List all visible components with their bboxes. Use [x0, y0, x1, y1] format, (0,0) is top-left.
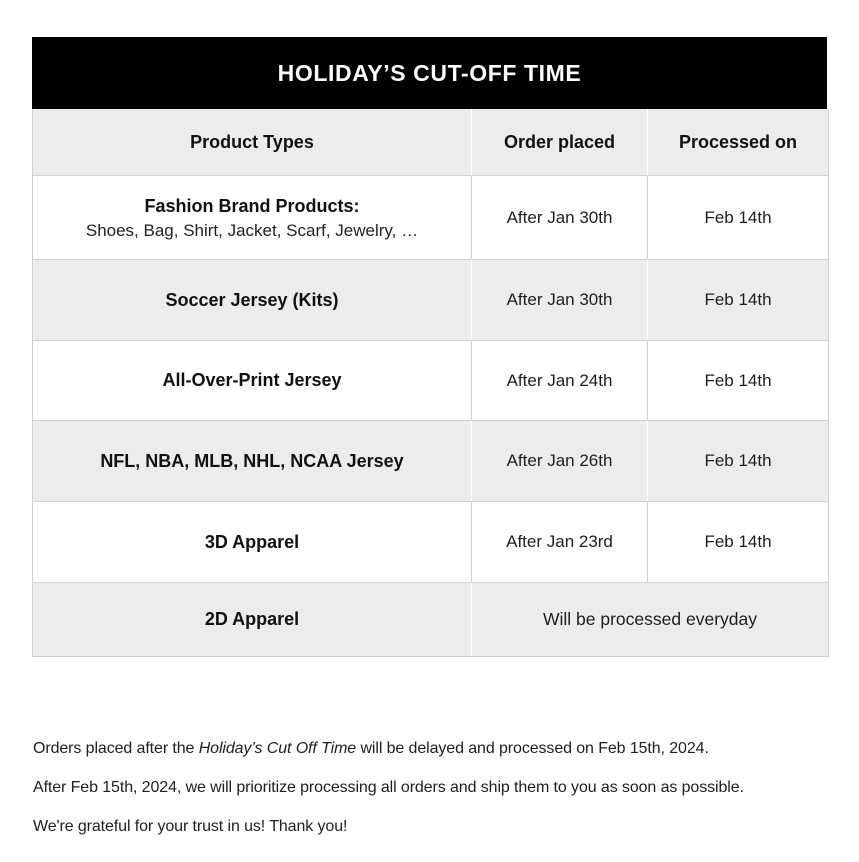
product-detail: Shoes, Bag, Shirt, Jacket, Scarf, Jewelry, … [85, 221, 419, 241]
table-row [33, 582, 828, 656]
processed-on-cell: Feb 14th [647, 340, 828, 420]
col-header-order-placed: Order placed [471, 109, 647, 175]
table-row [33, 259, 828, 340]
order-placed-cell: After Jan 23rd [471, 501, 647, 582]
table-row [33, 501, 828, 582]
col-header-processed-on: Processed on [647, 109, 828, 175]
note-line-2: After Feb 15th, 2024, we will prioritize processing all orders and ship them to you as soon as possible. [33, 779, 744, 796]
product-cell [33, 340, 471, 420]
product-cell [33, 501, 471, 582]
product-cell [33, 175, 471, 259]
product-name: 2D Apparel [204, 609, 300, 630]
product-name: 3D Apparel [204, 531, 300, 552]
holidays-cutoff-term: Holiday’s Cut Off Time [198, 740, 357, 757]
product-cell [33, 582, 471, 656]
processed-on-cell: Feb 14th [647, 259, 828, 340]
processed-on-cell: Feb 14th [647, 501, 828, 582]
product-cell [33, 259, 471, 340]
table-row [33, 420, 828, 501]
product-name: All-Over-Print Jersey [162, 370, 342, 391]
product-name: Soccer Jersey (Kits) [165, 289, 339, 310]
note-line-1 [33, 729, 855, 768]
footer-notes [33, 729, 855, 846]
note-line-3: We're grateful for your trust in us! Thank you! [33, 818, 348, 835]
table-row [33, 175, 828, 259]
processing-note-cell: Will be processed everyday [471, 582, 828, 656]
table-row [33, 340, 828, 420]
note-line-1-suffix: will be delayed and processed on Feb 15th, 2024. [356, 740, 709, 757]
product-cell [33, 420, 471, 501]
product-name: NFL, NBA, MLB, NHL, NCAA Jersey [100, 450, 404, 471]
table-title-bar [32, 37, 827, 109]
processed-on-cell: Feb 14th [647, 175, 828, 259]
order-placed-cell: After Jan 24th [471, 340, 647, 420]
col-header-product-types: Product Types [33, 109, 471, 175]
order-placed-cell: After Jan 30th [471, 175, 647, 259]
order-placed-cell: After Jan 30th [471, 259, 647, 340]
order-placed-cell: After Jan 26th [471, 420, 647, 501]
processed-on-cell: Feb 14th [647, 420, 828, 501]
note-line-1-prefix: Orders placed after the [33, 740, 199, 757]
cutoff-table [32, 109, 829, 657]
product-name: Fashion Brand Products: [144, 195, 360, 216]
header-row [33, 109, 828, 175]
holiday-cutoff-card [32, 37, 827, 657]
table-title: HOLIDAY’S CUT-OFF TIME [277, 59, 582, 86]
